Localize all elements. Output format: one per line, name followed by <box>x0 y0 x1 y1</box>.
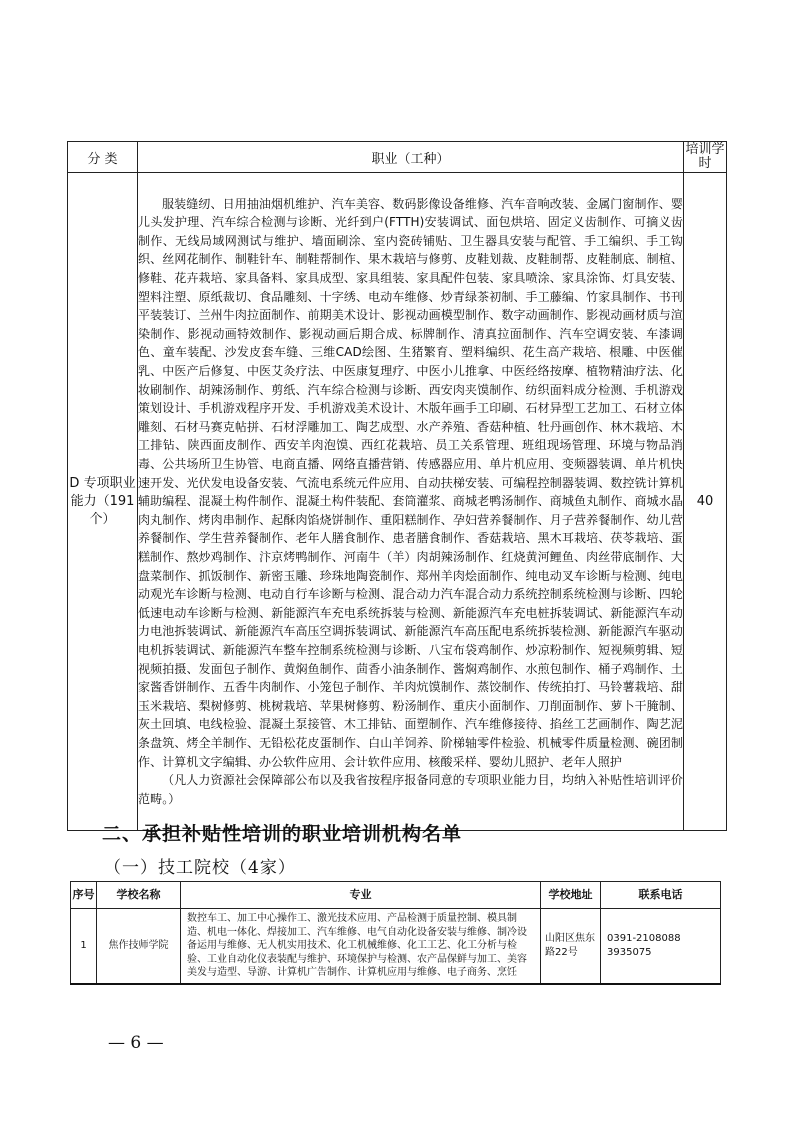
school-header-phone: 联系电话 <box>601 882 721 909</box>
table-row <box>71 909 721 984</box>
school-header-name: 学校名称 <box>97 882 181 909</box>
page-number: — 6 — <box>108 1033 164 1053</box>
occupation-note: （凡人力资源社会保障部公布以及我省按程序报备同意的专项职业能力目，均纳入补贴性培训评价范畴。） <box>138 773 683 806</box>
occupation-table <box>67 141 727 831</box>
table-header-row <box>68 142 727 173</box>
header-category: 分 类 <box>68 142 138 173</box>
hours-cell: 40 <box>684 173 727 831</box>
school-phone-secondary: 3935075 <box>607 946 652 958</box>
school-phone <box>601 909 721 984</box>
school-phone-primary: 0391-2108088 <box>607 933 681 945</box>
section-subtitle: （一）技工院校（4家） <box>104 858 296 878</box>
school-header-row <box>71 882 721 909</box>
header-hours: 培训学时 <box>685 142 725 171</box>
school-index: 1 <box>71 909 97 984</box>
school-header-major: 专业 <box>181 882 541 909</box>
section-title: 二、承担补贴性培训的职业培训机构名单 <box>102 823 463 845</box>
header-occupation: 职业（工种） <box>138 142 684 173</box>
school-address: 山阳区焦东路22号 <box>541 909 601 984</box>
school-table <box>70 881 721 985</box>
occupation-list: 服装缝纫、日用抽油烟机维护、汽车美容、数码影像设备维修、汽车音响改装、金属门窗制作、婴儿头发护理、汽车综合检测与诊断、光纤到户(FTTH)安装调试、面包烘培、固定义齿制作、可摘义齿制作、无线局域网测试与维护、墙面刷涂、室内瓷砖铺贴、卫生器具安装与配管、手工编织、手工钩织、丝网花制作、制鞋针车、制鞋帮制作、果木栽培与修剪、皮鞋划裁、皮鞋制帮、皮鞋制底、制楦、修鞋、花卉栽培、家具备料、家具成型、家具组装、家具配件包装、家具喷涂、家具涂饰、灯具安装、塑料注塑、原纸裁切、食品雕刻、十字绣、电动车维修、炒青绿茶初制、手工藤编、竹家具制作、书刊平装装订、兰州牛肉拉面制作、前期美术设计、影视动画模型制作、数字动画制作、影视动画材质与渲染制作、影视动画特效制作、影视动画后期合成、标牌制作、清真拉面制作、汽车空调安装、车漆调色、童车装配、沙发皮套车缝、三维CAD绘图、生猪繁育、塑料编织、花生高产栽培、根雕、中医催乳、中医产后修复、中医艾灸疗法、中医康复理疗、中医小儿推拿、中医经络按摩、植物精油疗法、化妆刷制作、胡辣汤制作、剪纸、汽车综合检测与诊断、西安肉夹馍制作、纺织面料成分检测、手机游戏策划设计、手机游戏程序开发、手机游戏美术设计、木版年画手工印刷、石材异型工艺加工、石材立体雕刻、石材马赛克帖拼、石材浮雕加工、陶艺成型、水产养殖、香菇种植、牡丹画创作、林木栽培、木工排钻、陕西面皮制作、西安羊肉泡馍、西红花栽培、员工关系管理、班组现场管理、环境与物品消毒、公共场所卫生协管、电商直播、网络直播营销、传感器应用、单片机应用、变频器装调、单片机快速开发、光伏发电设备安装、气流电系统元件应用、自动扶梯安装、可编程控制器装调、数控铣计算机辅助编程、混凝土构件制作、混凝土构件装配、套筒灌浆、商城老鸭汤制作、商城鱼丸制作、商城水晶肉丸制作、烤肉串制作、起酥肉馅烧饼制作、重阳糕制作、孕妇营养餐制作、月子营养餐制作、幼儿营养餐制作、学生营养餐制作、老年人膳食制作、患者膳食制作、香菇栽培、黑木耳栽培、茯苓栽培、蛋糕制作、熬炒鸡制作、汴京烤鸭制作、河南牛（羊）肉胡辣汤制作、红烧黄河鲤鱼、肉丝带底制作、大盘菜制作、抓饭制作、新密玉雕、珍珠地陶瓷制作、郑州羊肉烩面制作、纯电动叉车诊断与检测、纯电动观光车诊断与检测、电动自行车诊断与检测、混合动力汽车混合动力系统控制系统检测与诊断、四轮低速电动车诊断与检测、新能源汽车充电系统拆装与检测、新能源汽车充电桩拆装调试、新能源汽车动力电池拆装调试、新能源汽车高压空调拆装调试、新能源汽车高压配电系统拆装检测、新能源汽车驱动电机拆装调试、新能源汽车整车控制系统检测与诊断、八宝布袋鸡制作、炒凉粉制作、短视频剪辑、短视频拍摄、发面包子制作、黄焖鱼制作、茴香小油条制作、酱焖鸡制作、水煎包制作、桶子鸡制作、土家酱香饼制作、五香牛肉制作、小笼包子制作、羊肉炕馍制作、蒸饺制作、传统拍打、马铃薯栽培、甜玉米栽培、梨树修剪、桃树栽培、苹果树修剪、粉汤制作、重庆小面制作、刀削面制作、萝卜干腌制、灰土回填、电线检验、混凝土泵接管、木工排钻、面塑制作、汽车维修接待、掐丝工艺画制作、陶艺泥条盘筑、烤全羊制作、无铅松花皮蛋制作、白山羊饲养、阶梯轴零件检验、机械零件质量检测、碗团制作、计算机文字编辑、办公软件应用、会计软件应用、核酸采样、婴幼儿照护、老年人照护 <box>138 196 683 769</box>
school-header-index: 序号 <box>71 882 97 909</box>
category-cell: D 专项职业能力（191个） <box>68 173 138 831</box>
table-row <box>68 173 727 831</box>
school-header-address: 学校地址 <box>541 882 601 909</box>
occupation-list-cell <box>138 173 684 831</box>
school-major: 数控车工、加工中心操作工、激光技术应用、产品检测于质量控制、模具制造、机电一体化、焊接加工、汽车维修、电气自动化设备安装与维修、制冷设备运用与维修、无人机实用技术、化工机械维修、化工工艺、化工分析与检验、工业自动化仪表装配与维护、环境保护与检测、农产品保鲜与加工、美容美发与造型、导游、计算机广告制作、计算机应用与维修、电子商务、烹饪 <box>181 909 541 984</box>
school-name: 焦作技师学院 <box>97 909 181 984</box>
